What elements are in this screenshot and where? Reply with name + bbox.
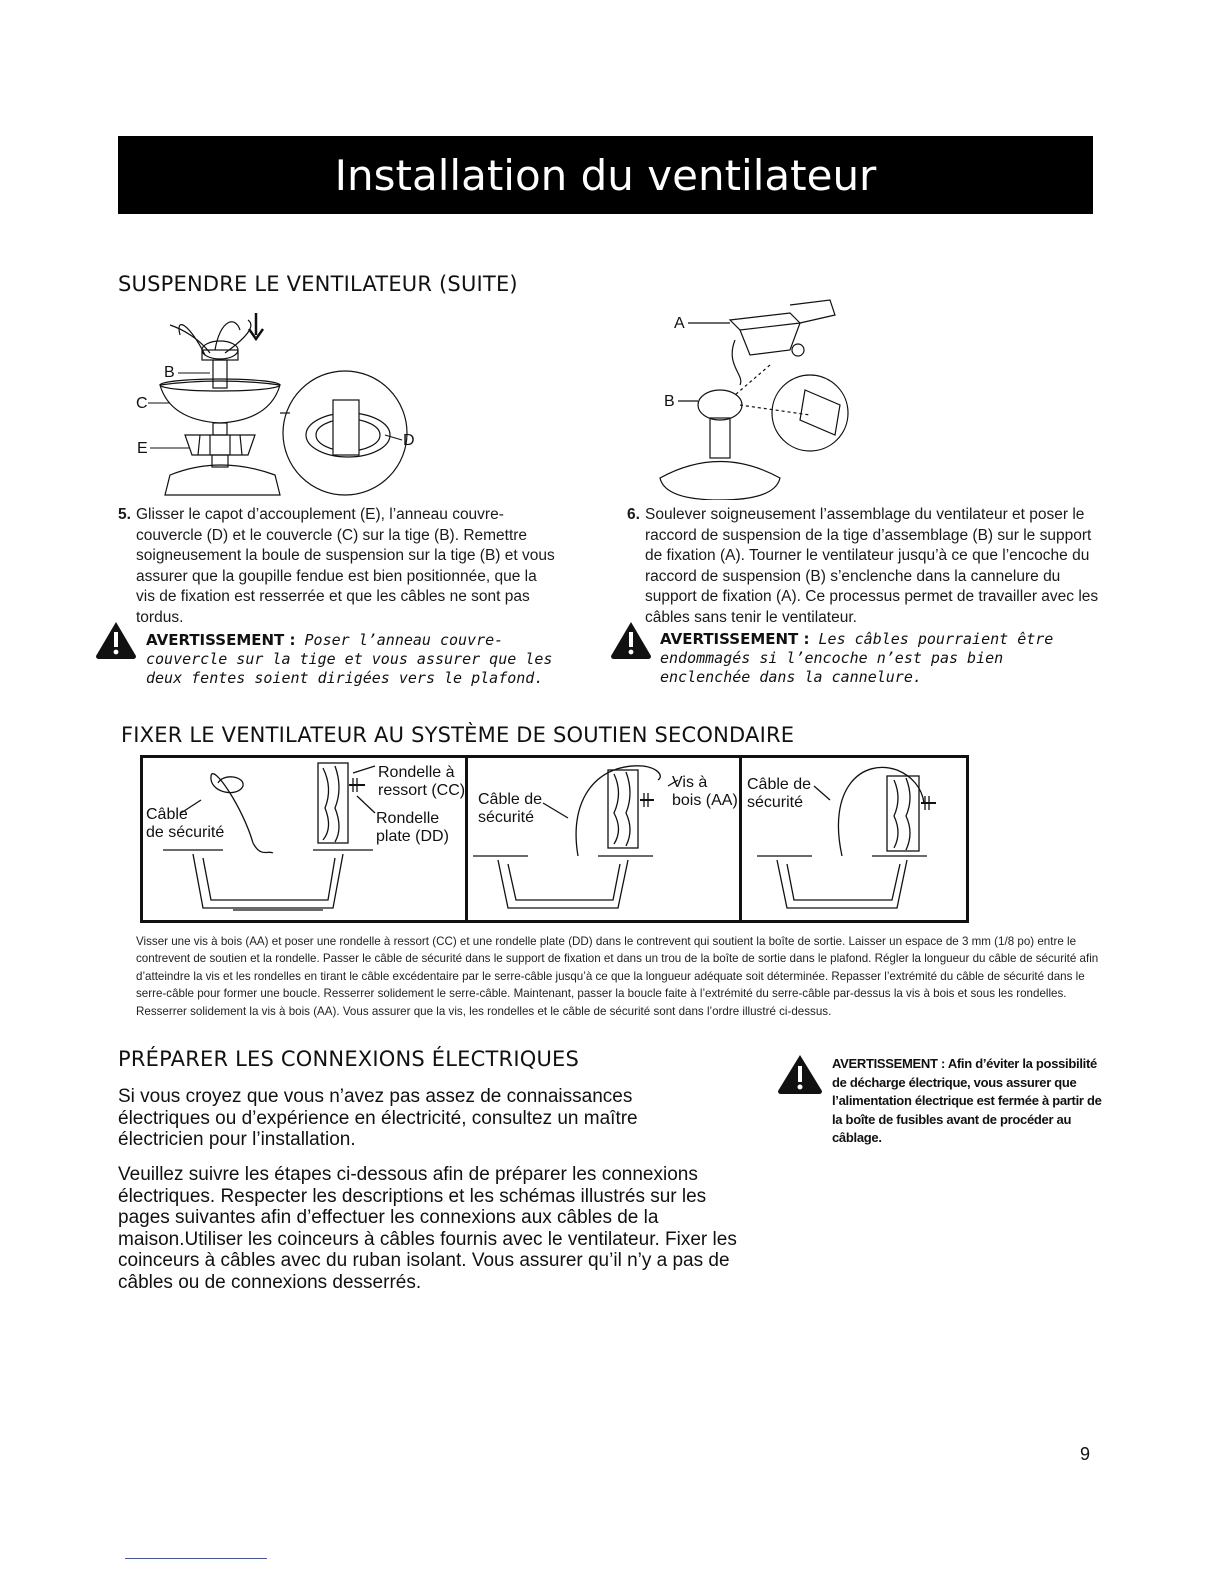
electrical-warning: AVERTISSEMENT : Afin d’éviter la possibilité de décharge électrique, vous assurer que l’alimentation électrique est fermée à partir de la boîte de fusibles avant de procéder au câblage. [832, 1056, 1102, 1145]
step-6-warning-label: AVERTISSEMENT : [660, 630, 810, 648]
label-e-left: E [137, 440, 148, 457]
figure-canopy-assembly [130, 305, 440, 500]
section-title-electrical: PRÉPARER LES CONNEXIONS ÉLECTRIQUES [118, 1047, 580, 1071]
section-title-secondary-support: FIXER LE VENTILATEUR AU SYSTÈME DE SOUTIEN SECONDAIRE [121, 723, 795, 747]
label-c-left: C [136, 395, 148, 412]
step-5-text: Glisser le capot d’accouplement (E), l’anneau couvre-couvercle (D) et le couvercle (C) sur la tige (B). Remettre soigneusement la boule de suspension sur la tige (B) et vous assurer que la goupille fendue est bien positionnée, que la vis de fixation est resserrée et que les câbles ne sont pas tordus. [136, 506, 555, 626]
step-5 [118, 505, 558, 635]
page-title-banner [118, 136, 1093, 214]
panel-2-screw-label: Vis à bois (AA) [672, 774, 738, 809]
step-6-warning [660, 630, 1100, 687]
step-6-warning-text: Les câbles pourraient être endommagés si l’encoche n’est pas bien enclenchée dans la cannelure. [660, 630, 1054, 686]
step-5-number: 5. [118, 506, 131, 523]
panel-1-flat-washer-label: Rondelle plate (DD) [376, 810, 449, 845]
step-5-warning-text: Poser l’anneau couvre-couvercle sur la tige et vous assurer que les deux fentes soient dirigées vers le plafond. [146, 631, 553, 687]
panel-1-spring-washer-label: Rondelle à ressort (CC) [378, 764, 466, 799]
warning-icon [609, 620, 653, 660]
panel-1-cable-label: Câble de sécurité [146, 806, 225, 841]
section-title-suspend: SUSPENDRE LE VENTILATEUR (SUITE) [118, 272, 518, 296]
step-6-number: 6. [627, 506, 640, 523]
electrical-para-2: Veuillez suivre les étapes ci-dessous afin de préparer les connexions électriques. Respecter les descriptions et les schémas illustrés sur les pages suivantes afin d’effectuer les connexions aux câbles de la maison.Utiliser les coinceurs à câbles fournis avec le ventilateur. Fixer les coinceurs à câbles avec du ruban isolant. Vous assurer qu’il n’y a pas de câbles ou de connexions desserrés. [118, 1164, 737, 1293]
electrical-para-1: Si vous croyez que vous n’avez pas assez de connaissances électriques ou d’expérience en électricité, consultez un maître électricien pour l’installation. [118, 1086, 638, 1150]
page-number: 9 [1080, 1444, 1091, 1464]
footer-link-line [125, 1558, 267, 1559]
step-6-text: Soulever soigneusement l’assemblage du ventilateur et poser le raccord de suspension de la tige d’assemblage (B) sur le support de fixation (A). Tourner le ventilateur jusqu’à ce que l’encoche du raccord de suspension (B) s’enclenche dans la cannelure du support de fixation (A). Ce processus permet de travailler avec les câbles sans tenir le ventilateur. [645, 506, 1099, 626]
label-a-right: A [674, 315, 685, 332]
warning-icon [776, 1053, 824, 1095]
label-b-left: B [164, 364, 175, 381]
panel-2-cable-label: Câble de sécurité [478, 791, 543, 826]
label-d-left: D [403, 432, 415, 449]
page-title: Installation du ventilateur [334, 151, 877, 200]
panel-3-cable-label: Câble de sécurité [747, 776, 812, 811]
secondary-support-caption: Visser une vis à bois (AA) et poser une rondelle à ressort (CC) et une rondelle plate (DD) dans le contrevent qui soutient la boîte de sortie. Laisser un espace de 3 mm (1/8 po) entre le contrevent de soutien et la rondelle. Passer le câble de sécurité dans le support de fixation et dans un trou de la boîte de sortie dans le plafond. Régler la longueur du câble de sécurité afin d’atteindre la vis et les rondelles en tirant le câble excédentaire par le serre-câble jusqu’à ce que la longueur adéquate soit déterminée. Repasser l’extrémité du câble de sécurité dans le serre-câble pour former une boucle. Resserrer solidement le serre-câble. Maintenant, passer la boucle faite à l’extrémité du serre-câble par-dessus la vis à bois et sous les rondelles. Resserrer solidement la vis à bois (AA). Vous assurer que la vis, les rondelles et le câble de sécurité sont dans l’ordre illustré ci-dessus. [136, 935, 1099, 1018]
step-5-warning-label: AVERTISSEMENT : [146, 631, 296, 649]
warning-icon [94, 620, 138, 660]
step-5-warning [146, 631, 576, 688]
step-6 [627, 505, 1107, 630]
label-b-right: B [664, 393, 675, 410]
